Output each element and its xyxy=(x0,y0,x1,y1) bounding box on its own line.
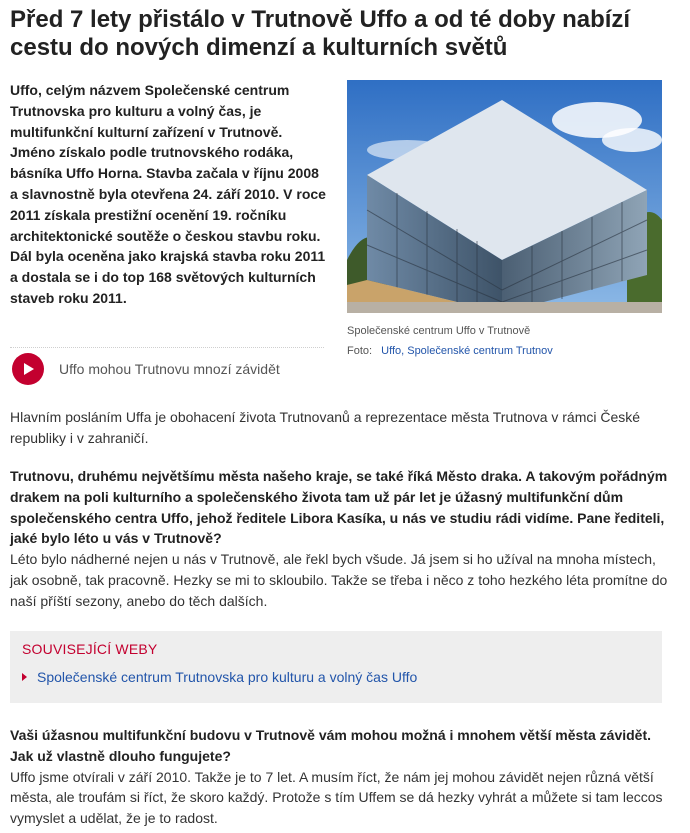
building-photo[interactable] xyxy=(347,80,662,313)
article-lead: Uffo, celým názvem Společenské centrum Trutnovska pro kulturu a volný čas, je multifunkční kulturní zařízení v Trutnově. Jméno získalo podle trutnovského rodáka, básníka Uffo Horna. Stavba začala v říjnu 2008 a slavnostně byla otevřena 24. září 2010. V roce 2011 získala prestižní ocenění 19. ročníku architektonické soutěže o českou stavbu roku. Dál byla oceněna jako krajská stavba roku 2011 a dostala se i do top 168 světových kulturních staveb roku 2011. xyxy=(10,82,326,306)
related-site-link[interactable] xyxy=(22,669,417,685)
interview-block-2 xyxy=(10,725,670,829)
photo-credit-link[interactable]: Uffo, Společenské centrum Trutnov xyxy=(381,345,553,357)
related-site-label[interactable]: Společenské centrum Trutnovska pro kulturu a volný čas Uffo xyxy=(37,669,418,685)
interview-answer-1: Léto bylo nádherné nejen u nás v Trutnově, ale řekl bych všude. Já jsem si ho užíval na mnoha místech, jak osobně, tak pracovně. Hezky se mi to skloubilo. Takže se třeba i něco z toho hezkého léta promítne do naší příští sezony, anebo do těch dalších. xyxy=(10,551,668,609)
audio-player[interactable] xyxy=(10,347,324,389)
photo-credit-label: Foto: xyxy=(347,345,373,357)
arrow-bullet-icon xyxy=(22,673,27,681)
play-icon xyxy=(21,362,35,376)
article-figure xyxy=(347,80,662,358)
photo-credit xyxy=(347,344,662,358)
related-sites-heading: SOUVISEJÍCÍ WEBY xyxy=(22,641,158,657)
related-sites-box xyxy=(10,631,662,703)
audio-title[interactable]: Uffo mohou Trutnovu mnozí závidět xyxy=(59,360,280,377)
interview-answer-2: Uffo jsme otvírali v září 2010. Takže je to 7 let. A musím říct, že nám jej mohou závidět nejen různá větší města, ale troufám si říct, že skoro každý. Protože s tím Uffem se dá hezky vyhrát a můžete si tam leccos vymyslet a udělat, že je to radost. xyxy=(10,768,663,827)
article-title: Před 7 lety přistálo v Trutnově Uffo a od té doby nabízí cestu do nových dimenzí a kulturních světů xyxy=(10,6,631,61)
interview-question-2: Vaši úžasnou multifunkční budovu v Trutnově vám mohou možná i mnohem větší města závidět. Jak už vlastně dlouho fungujete? xyxy=(10,727,652,764)
play-button[interactable] xyxy=(12,353,44,385)
paragraph-mission: Hlavním posláním Uffa je obohacení života Trutnovanů a reprezentace města Trutnova v rámci České republiky i v zahraničí. xyxy=(10,409,641,446)
interview-question-1: Trutnovu, druhému největšímu města našeho kraje, se také říká Město draka. A takovým pořádným drakem na poli kulturního a společenského života tam už pár let je úžasný multifunkční dům společenského centra Uffo, jehož ředitele Libora Kasíka, u nás ve studiu rádi vidíme. Pane řediteli, jaké bylo léto u vás v Trutnově? xyxy=(10,468,668,547)
interview-block-1 xyxy=(10,466,670,612)
photo-caption: Společenské centrum Uffo v Trutnově xyxy=(347,325,531,337)
